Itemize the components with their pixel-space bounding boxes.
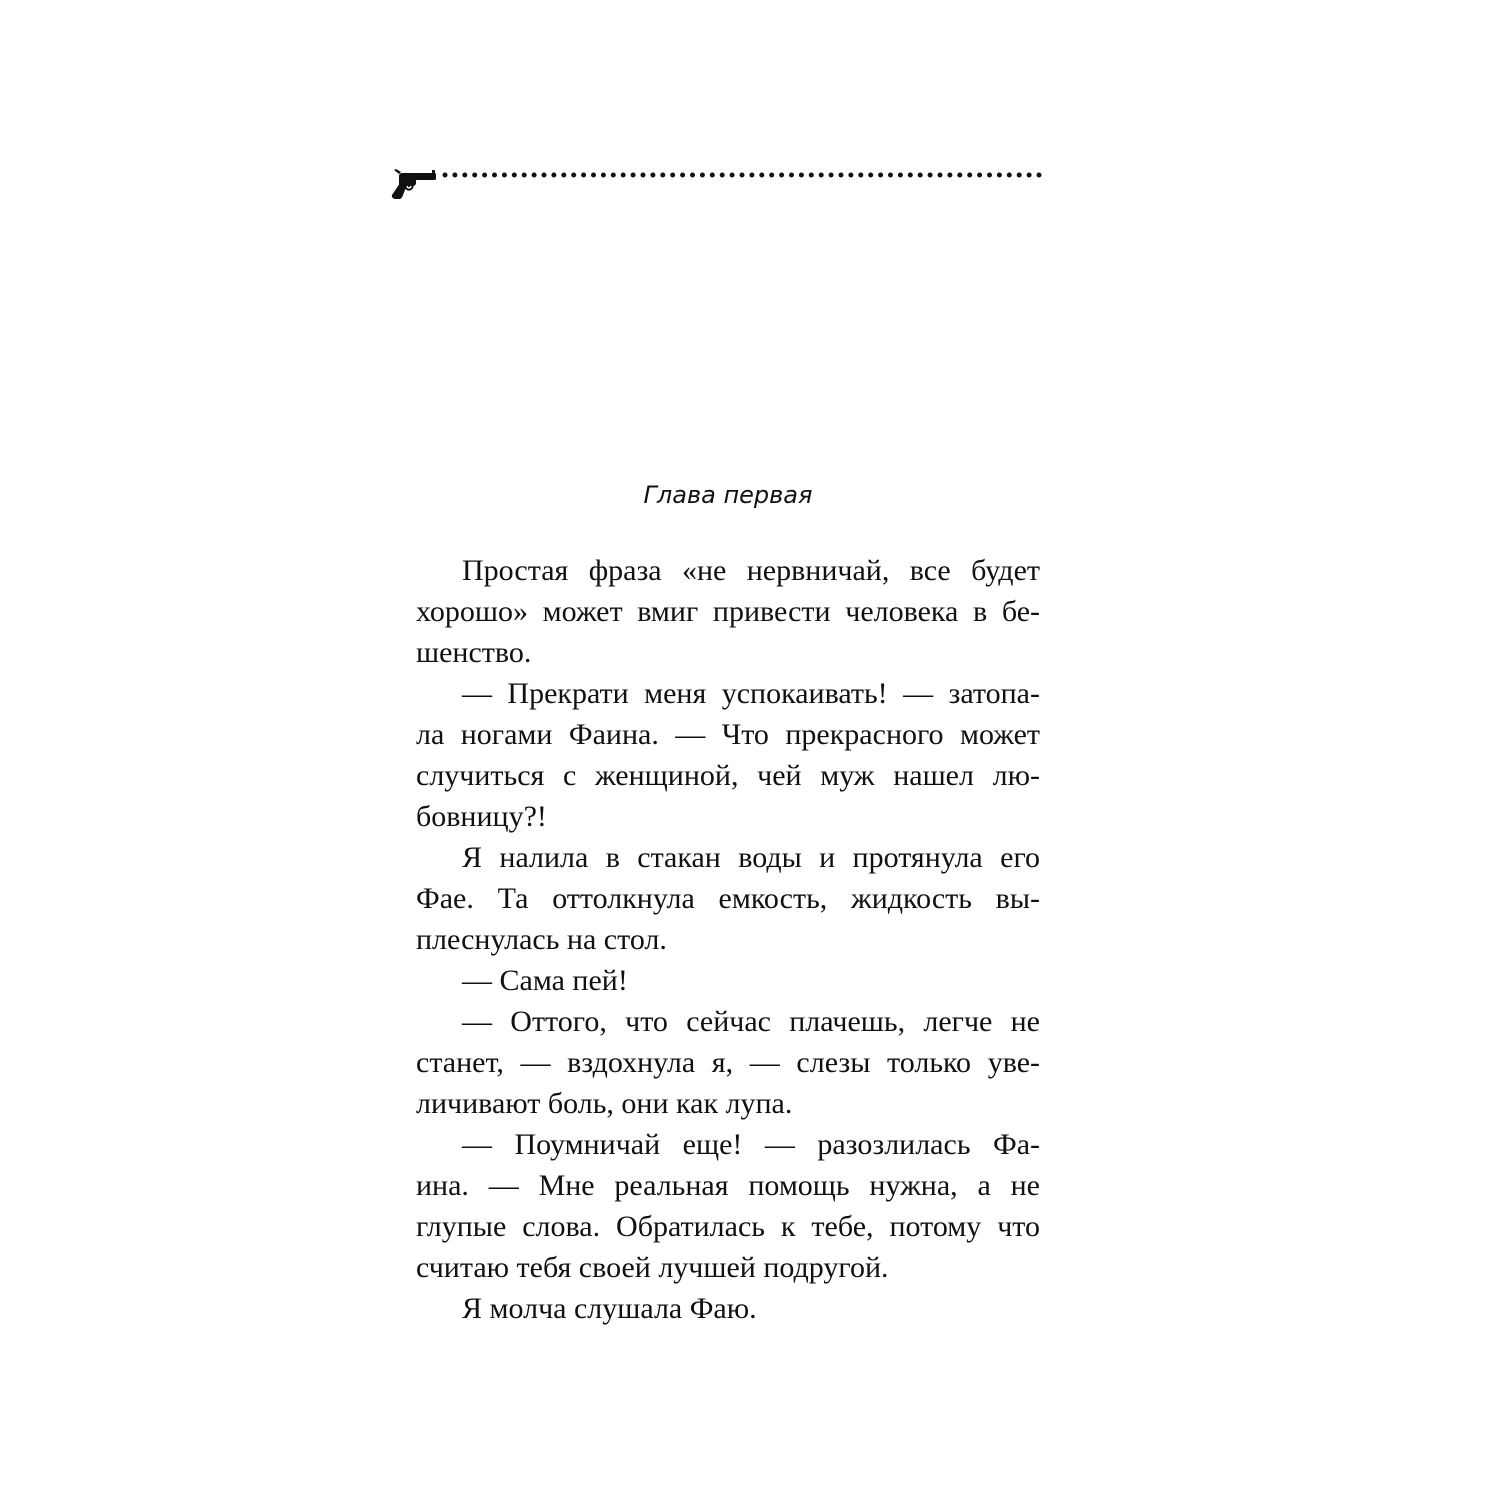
text-line: глупые слова. Обратилась к тебе, потому что	[416, 1210, 1040, 1243]
text-line: Фае. Та оттолкнула емкость, жидкость вы-	[416, 882, 1040, 915]
text-line: Простая фраза «не нервничай, все будет	[462, 554, 1040, 587]
text-line: плеснулась на стол.	[416, 923, 667, 956]
chapter-title: Глава первая	[643, 481, 813, 509]
text-line: бовницу?!	[416, 800, 547, 833]
body-text	[416, 550, 1040, 1329]
text-line: хорошо» может вмиг привести человека в бе-	[416, 595, 1040, 628]
text-line: — Поумничай еще! — разозлилась Фа-	[462, 1128, 1040, 1161]
text-line: — Сама пей!	[462, 964, 628, 997]
text-line: личивают боль, они как лупа.	[416, 1087, 793, 1120]
text-line: — Оттого, что сейчас плачешь, легче не	[462, 1005, 1040, 1038]
dotted-rule	[442, 170, 1042, 180]
text-line: — Прекрати меня успокаивать! — затопа-	[462, 677, 1040, 710]
text-line: Я налила в стакан воды и протянула его	[462, 841, 1040, 874]
text-line: шенство.	[416, 636, 532, 669]
revolver-icon	[388, 164, 444, 204]
text-line: ла ногами Фаина. — Что прекрасного может	[416, 718, 1040, 751]
text-line: станет, — вздохнула я, — слезы только уве-	[416, 1046, 1040, 1079]
text-line: случиться с женщиной, чей муж нашел лю-	[416, 759, 1040, 792]
header-ornament	[388, 164, 1044, 204]
text-line: Я молча слушала Фаю.	[462, 1292, 757, 1325]
text-line: ина. — Мне реальная помощь нужна, а не	[416, 1169, 1040, 1202]
text-line: считаю тебя своей лучшей подругой.	[416, 1251, 889, 1284]
